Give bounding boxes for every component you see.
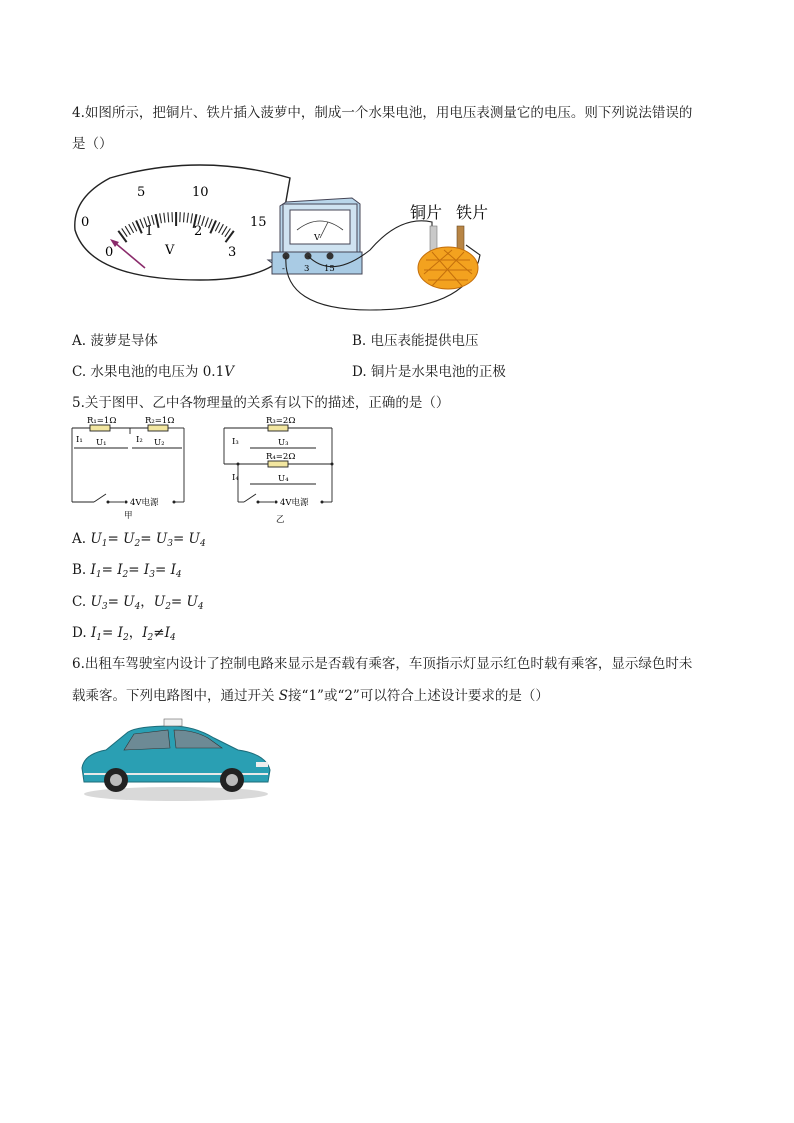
meter-face-unit: V — [314, 233, 321, 243]
scale-tick — [184, 212, 185, 222]
variable: $I_4$ — [164, 625, 176, 643]
yi-i3: I₃ — [232, 437, 239, 447]
q4-option-a[interactable]: A. 菠萝是导体 — [72, 333, 158, 349]
jia-source: 4V电源 — [130, 498, 159, 508]
lower-scale-3: 3 — [228, 245, 237, 260]
scale-tick — [156, 214, 159, 228]
q4-stem-line1: 4.如图所示，把铜片、铁片插入菠萝中，制成一个水果电池，用电压表测量它的电压。则下列说法错误的 — [72, 105, 693, 121]
jia-u1: U₁ — [96, 438, 107, 448]
unit-label: V — [165, 243, 175, 258]
variable: $I_3$ — [143, 562, 155, 580]
q6-stem-line1: 6.出租车驾驶室内设计了控制电路来显示是否载有乘客，车顶指示灯显示红色时载有乘客，显示绿色时未 — [72, 656, 693, 672]
scale-tick — [226, 231, 234, 242]
operator: = — [172, 531, 189, 547]
upper-scale-15: 15 — [250, 215, 267, 230]
q6-stem-line2: 载乘客。下列电路图中，通过开关 S接“1”或“2”可以符合上述设计要求的是（） — [72, 688, 549, 704]
lower-scale-1: 1 — [145, 224, 154, 239]
voltmeter — [268, 198, 362, 274]
scale-tick — [129, 224, 134, 233]
copper-label: 铜片 — [410, 203, 443, 222]
option-prefix: C. — [72, 594, 91, 610]
circuit-yi — [218, 414, 344, 530]
scale-tick — [168, 212, 169, 222]
scale-tick — [160, 213, 162, 223]
variable: $I_1$ — [90, 625, 103, 643]
operator: = — [102, 625, 118, 641]
terminal-neg: - — [282, 264, 285, 274]
variable: $I_2$ — [117, 562, 129, 580]
operator: = — [170, 594, 187, 610]
q5-option-d[interactable] — [72, 623, 176, 648]
taxi-roof-sign — [164, 719, 182, 726]
jia-u2: U₂ — [154, 438, 165, 448]
operator: = — [128, 562, 144, 578]
yi-source: 4V电源 — [280, 498, 309, 508]
q4-option-b[interactable]: B. 电压表能提供电压 — [352, 333, 479, 349]
yi-u3: U₃ — [278, 438, 289, 448]
variable: $U_4$ — [123, 594, 141, 612]
scale-tick — [187, 213, 188, 223]
operator: ， — [140, 594, 154, 610]
yi-r4: R₄=2Ω — [266, 452, 296, 462]
operator: = — [154, 562, 171, 578]
yi-u4: U₄ — [278, 474, 289, 484]
q4-option-d[interactable]: D. 铜片是水果电池的正极 — [352, 364, 506, 380]
variable: $U_1$ — [90, 531, 108, 549]
option-prefix: D. — [72, 625, 91, 641]
q5-stem: 5.关于图甲、乙中各物理量的关系有以下的描述，正确的是（） — [72, 395, 450, 411]
operator: ≠ — [153, 625, 165, 641]
yi-r3: R₃=2Ω — [266, 416, 296, 426]
q4-option-c-unit: V — [224, 364, 234, 380]
scale-tick — [205, 218, 208, 227]
variable: $U_3$ — [155, 531, 173, 549]
q5-option-a[interactable] — [72, 529, 206, 554]
operator: ， — [128, 625, 143, 641]
needle — [114, 242, 145, 268]
circuit-jia — [66, 414, 196, 524]
q4-figure — [70, 160, 510, 320]
q5-option-c[interactable] — [72, 592, 204, 617]
jia-i2: I₂ — [136, 435, 143, 445]
terminal-15: 15 — [324, 264, 335, 274]
variable: $I_2$ — [117, 625, 129, 643]
variable: $U_4$ — [186, 594, 204, 612]
variable: $I_4$ — [170, 562, 182, 580]
yi-i4: I₄ — [232, 473, 239, 483]
variable: $U_2$ — [153, 594, 171, 612]
scale-tick — [222, 226, 227, 235]
variable: $U_3$ — [90, 594, 108, 612]
switch-s: S — [278, 688, 289, 704]
operator: = — [101, 562, 118, 578]
variable: $I_2$ — [142, 625, 154, 643]
upper-scale-5: 5 — [137, 185, 146, 200]
variable: $I_1$ — [90, 562, 102, 580]
jia-i1: I₁ — [76, 435, 83, 445]
jia-r1: R₁=1Ω — [87, 416, 117, 426]
scale-ticks — [118, 212, 234, 242]
variable: $U_2$ — [123, 531, 141, 549]
taxi-image — [76, 716, 276, 802]
operator: = — [107, 531, 124, 547]
scale-tick — [118, 231, 126, 242]
scale-tick — [219, 224, 224, 233]
scale-tick — [215, 222, 220, 231]
jia-r2: R₂=1Ω — [145, 416, 175, 426]
option-prefix: B. — [72, 562, 91, 578]
upper-scale-10: 10 — [192, 185, 209, 200]
yi-caption: 乙 — [276, 515, 285, 525]
scale-tick — [132, 222, 136, 231]
lower-scale-2: 2 — [194, 224, 203, 239]
pineapple — [418, 247, 478, 289]
q4-option-c[interactable] — [72, 362, 234, 382]
scale-tick — [125, 226, 130, 235]
operator: = — [140, 531, 156, 547]
option-prefix: A. — [72, 531, 91, 547]
operator: = — [107, 594, 124, 610]
variable: $U_4$ — [188, 531, 206, 549]
q4-stem-line2: 是（） — [72, 136, 113, 152]
terminal-3: 3 — [304, 264, 310, 274]
lower-scale-0: 0 — [105, 245, 114, 260]
jia-caption: 甲 — [124, 511, 133, 521]
q4-option-c-text: C. 水果电池的电压为 0.1 — [72, 364, 225, 380]
upper-scale-0: 0 — [81, 215, 90, 230]
q5-option-b[interactable] — [72, 560, 182, 585]
scale-tick — [209, 219, 213, 228]
scale-tick — [164, 213, 165, 223]
iron-label: 铁片 — [456, 203, 489, 222]
scale-tick — [140, 219, 144, 228]
scale-tick — [191, 213, 193, 223]
